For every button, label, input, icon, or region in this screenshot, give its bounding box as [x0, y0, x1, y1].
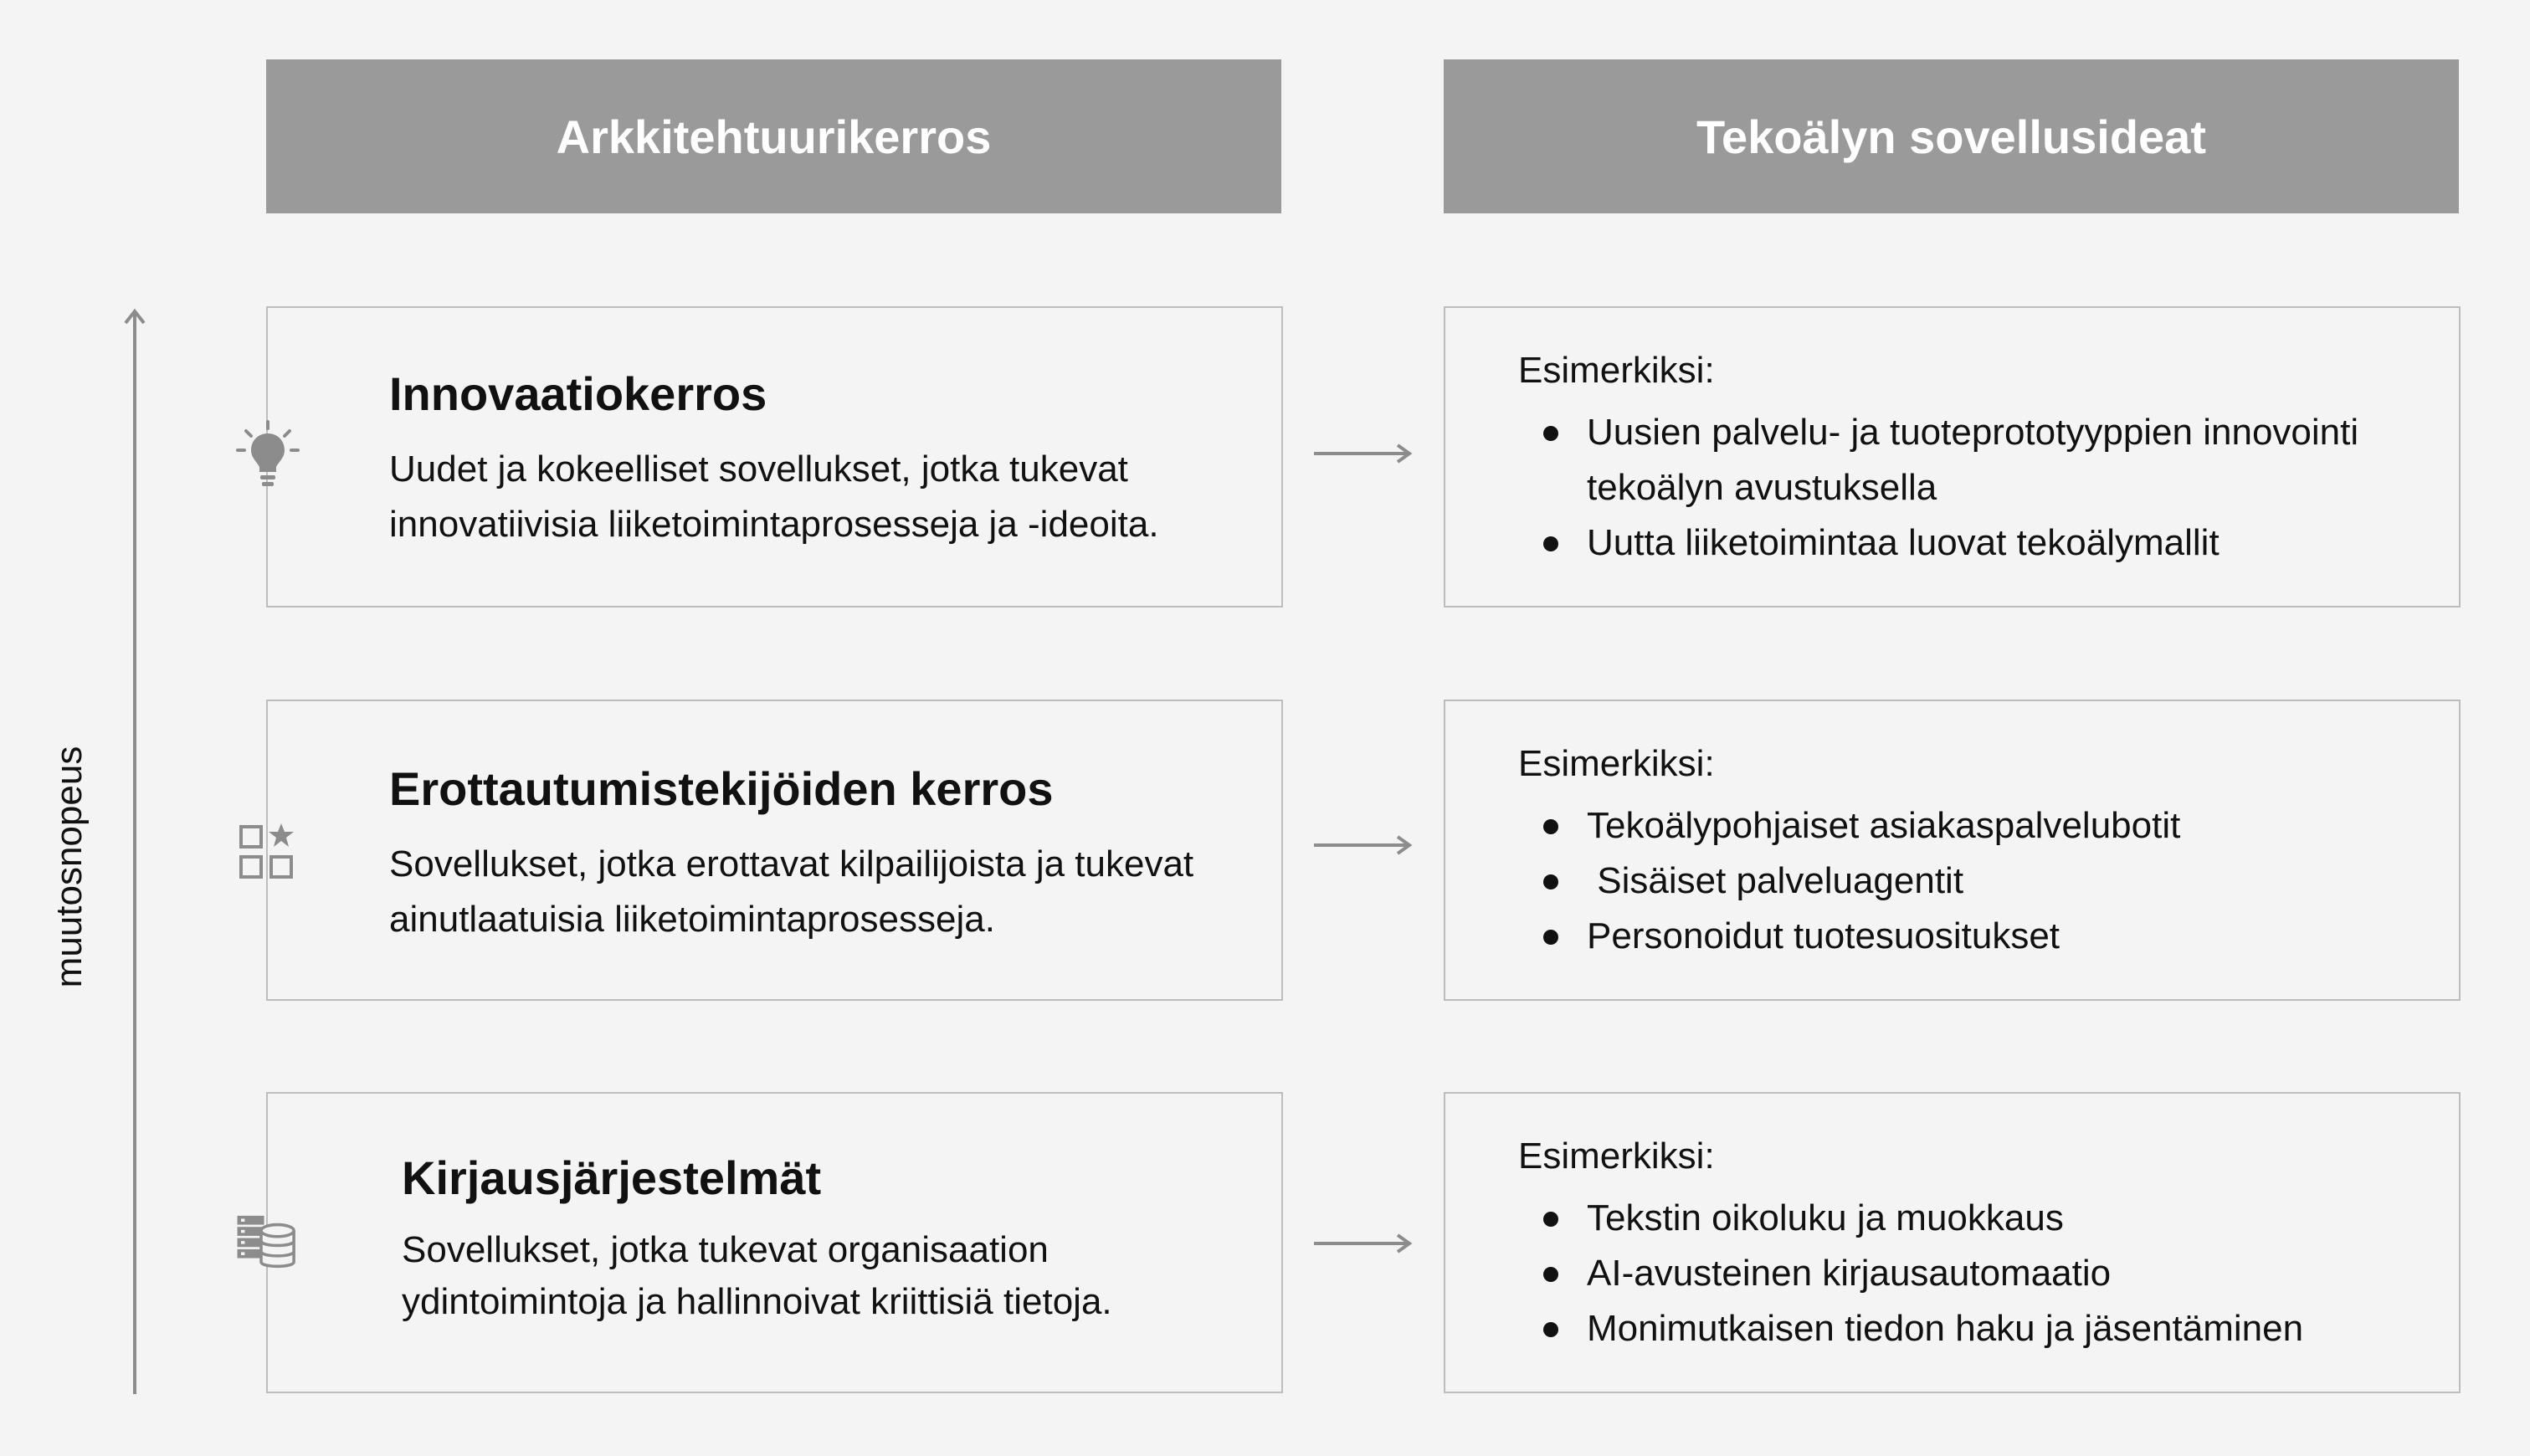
examples-box-innovation — [1444, 306, 2461, 608]
examples-box-differentiation — [1444, 700, 2461, 1001]
list-item: Monimutkaisen tiedon haku ja jäsentäminen — [1518, 1301, 2424, 1356]
list-item: Personoidut tuotesuositukset — [1518, 909, 2424, 964]
list-item: AI-avusteinen kirjausautomaatio — [1518, 1246, 2424, 1301]
layer-description: Sovellukset, jotka tukevat organisaation ydintoimintoja ja hallinnoivat kriittisiä tietoja. — [402, 1229, 1112, 1322]
layer-description: Uudet ja kokeelliset sovellukset, jotka tukevat innovatiivisia liiketoimintaprosesseja ja -ideoita. — [389, 449, 1159, 545]
list-item: Uusien palvelu- ja tuoteprototyyppien innovointi tekoälyn avustuksella — [1518, 405, 2424, 515]
examples-box-records — [1444, 1092, 2461, 1393]
layer-box-records — [266, 1092, 1283, 1393]
change-speed-axis — [122, 306, 147, 1394]
examples-label: Esimerkiksi: — [1518, 743, 1715, 784]
header-architecture-layer: Arkkitehtuurikerros — [266, 59, 1281, 213]
list-item: Uutta liiketoimintaa luovat tekoälymallit — [1518, 515, 2424, 571]
layer-box-innovation — [266, 306, 1283, 608]
layer-description: Sovellukset, jotka erottavat kilpailijoista ja tukevat ainutlaatuisia liiketoimintaprosesseja. — [389, 843, 1194, 940]
axis-label: muutosnopeus — [49, 746, 90, 988]
layer-title: Kirjausjärjestelmät — [402, 1151, 822, 1204]
layer-box-differentiation — [266, 700, 1283, 1001]
server-database-icon — [234, 1204, 301, 1279]
examples-list — [1518, 405, 2424, 571]
list-item: Sisäiset palveluagentit — [1518, 854, 2424, 909]
header-ai-ideas: Tekoälyn sovellusideat — [1444, 59, 2459, 213]
examples-label: Esimerkiksi: — [1518, 350, 1715, 391]
list-item: Tekstin oikoluku ja muokkaus — [1518, 1191, 2424, 1246]
arrow-right-icon — [1314, 1233, 1413, 1253]
layer-title: Innovaatiokerros — [389, 367, 767, 420]
lightbulb-icon — [234, 418, 301, 494]
layer-title: Erottautumistekijöiden kerros — [389, 762, 1054, 815]
list-item: Tekoälypohjaiset asiakaspalvelubotit — [1518, 798, 2424, 854]
apps-star-icon — [234, 818, 301, 894]
examples-list — [1518, 798, 2424, 964]
arrow-right-icon — [1314, 443, 1413, 464]
examples-label: Esimerkiksi: — [1518, 1136, 1715, 1177]
examples-list — [1518, 1191, 2424, 1356]
arrow-right-icon — [1314, 835, 1413, 855]
